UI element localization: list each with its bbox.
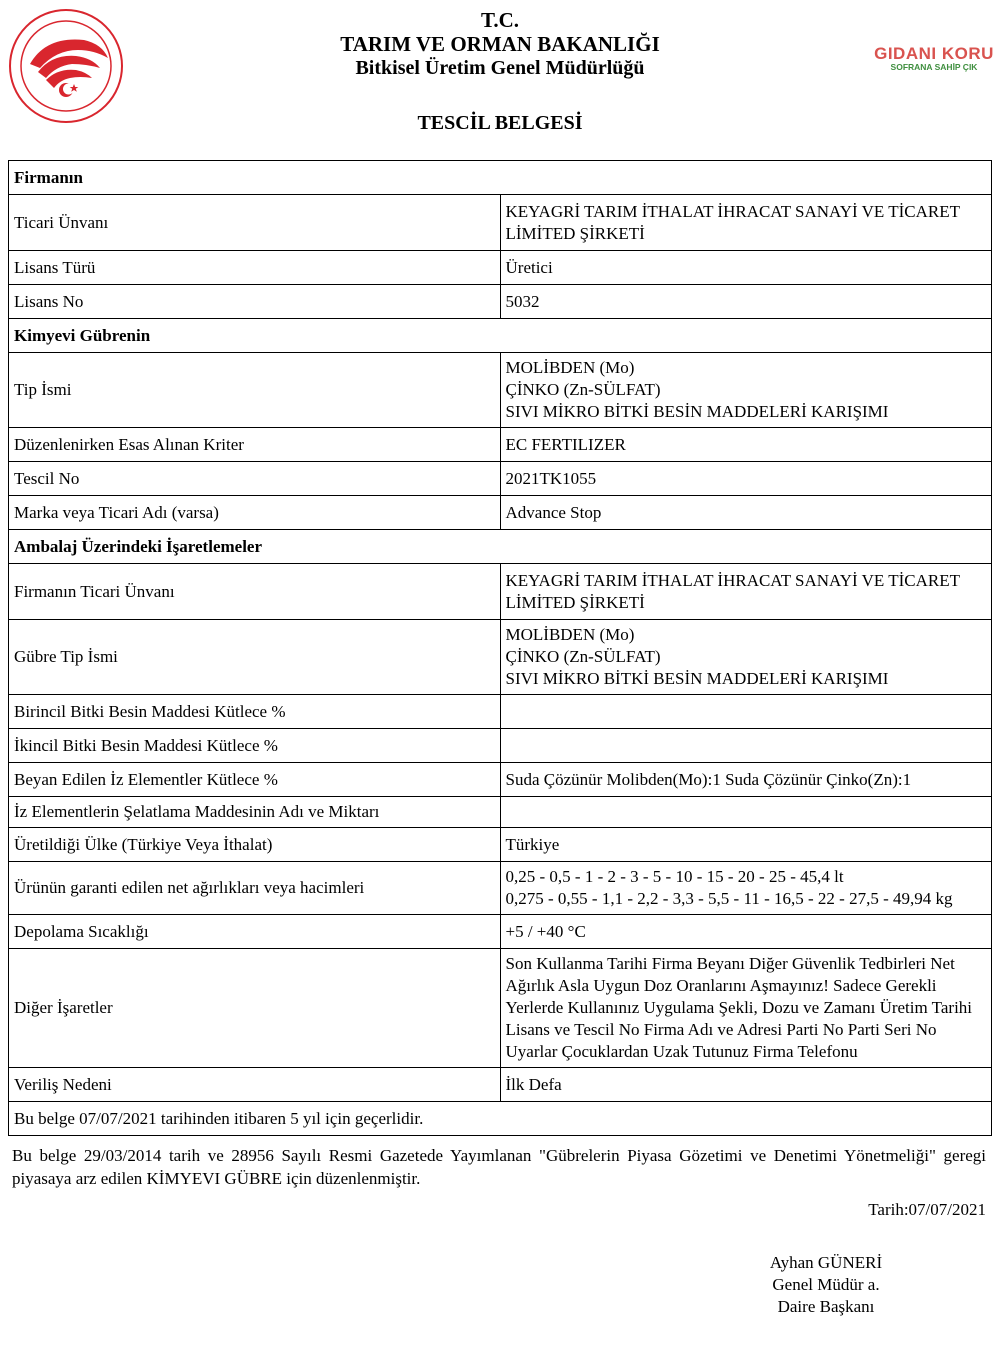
signatory-name: Ayhan GÜNERİ bbox=[769, 1253, 883, 1272]
table-row bbox=[9, 353, 992, 428]
table-row bbox=[9, 1068, 992, 1102]
table-row bbox=[9, 915, 992, 949]
document-title: TESCİL BELGESİ bbox=[417, 112, 583, 134]
row-label: Ticari Ünvanı bbox=[9, 195, 501, 251]
table-row bbox=[9, 251, 992, 285]
table-row bbox=[9, 828, 992, 862]
row-label: Lisans No bbox=[9, 285, 501, 319]
row-value: 2021TK1055 bbox=[500, 462, 992, 496]
row-value: Son Kullanma Tarihi Firma Beyanı Diğer Güvenlik Tedbirleri Net Ağırlık Asla Uygun Doz Oranlarını Aşmayınız! Sadece Gerekli Yerlerde Kullanınız Uygulama Şekli, Dozu ve Zamanı Üretim Tarihi Lisans ve Tescil No Firma Adı ve Adresi Parti No Parti Seri No Uyarlar Çocuklardan Uzak Tutunuz Firma Telefonu bbox=[500, 949, 992, 1068]
table-row bbox=[9, 195, 992, 251]
row-label: Diğer İşaretler bbox=[9, 949, 501, 1068]
row-label: Tip İsmi bbox=[9, 353, 501, 428]
row-label: Birincil Bitki Besin Maddesi Kütlece % bbox=[9, 695, 501, 729]
row-value: EC FERTILIZER bbox=[500, 428, 992, 462]
row-label: Marka veya Ticari Adı (varsa) bbox=[9, 496, 501, 530]
table-row bbox=[9, 729, 992, 763]
table-row bbox=[9, 428, 992, 462]
row-value: KEYAGRİ TARIM İTHALAT İHRACAT SANAYİ VE TİCARET LİMİTED ŞİRKETİ bbox=[500, 564, 992, 620]
row-value bbox=[500, 797, 992, 828]
table-row bbox=[9, 763, 992, 797]
row-label: Lisans Türü bbox=[9, 251, 501, 285]
section-fertilizer: Kimyevi Gübrenin bbox=[9, 319, 992, 353]
table-row bbox=[9, 285, 992, 319]
row-value: İlk Defa bbox=[500, 1068, 992, 1102]
issue-date: Tarih:07/07/2021 bbox=[868, 1200, 986, 1219]
table-row bbox=[9, 797, 992, 828]
row-label: İkincil Bitki Besin Maddesi Kütlece % bbox=[9, 729, 501, 763]
row-value: MOLİBDEN (Mo) ÇİNKO (Zn-SÜLFAT) SIVI MİKRO BİTKİ BESİN MADDELERİ KARIŞIMI bbox=[500, 620, 992, 695]
brand-tagline: SOFRANA SAHİP ÇIK bbox=[890, 62, 978, 72]
row-value: +5 / +40 °C bbox=[500, 915, 992, 949]
row-value: KEYAGRİ TARIM İTHALAT İHRACAT SANAYİ VE TİCARET LİMİTED ŞİRKETİ bbox=[500, 195, 992, 251]
row-value: Suda Çözünür Molibden(Mo):1 Suda Çözünür Çinko(Zn):1 bbox=[500, 763, 992, 797]
ministry-name: TARIM VE ORMAN BAKANLIĞI bbox=[340, 32, 660, 56]
table-row bbox=[9, 862, 992, 915]
section-packaging: Ambalaj Üzerindeki İşaretlemeler bbox=[9, 530, 992, 564]
row-value bbox=[500, 729, 992, 763]
row-label: Tescil No bbox=[9, 462, 501, 496]
validity-text: Bu belge 07/07/2021 tarihinden itibaren 5 yıl için geçerlidir. bbox=[9, 1102, 992, 1136]
signatory-title-2: Daire Başkanı bbox=[777, 1297, 875, 1316]
section-row bbox=[9, 161, 992, 195]
table-row bbox=[9, 949, 992, 1068]
row-label: Düzenlenirken Esas Alınan Kriter bbox=[9, 428, 501, 462]
row-label: Firmanın Ticari Ünvanı bbox=[9, 564, 501, 620]
section-row bbox=[9, 530, 992, 564]
row-label: Veriliş Nedeni bbox=[9, 1068, 501, 1102]
signatory-title-1: Genel Müdür a. bbox=[772, 1275, 880, 1294]
table-row bbox=[9, 620, 992, 695]
row-value: 5032 bbox=[500, 285, 992, 319]
row-label: Beyan Edilen İz Elementler Kütlece % bbox=[9, 763, 501, 797]
table-row bbox=[9, 695, 992, 729]
section-firm: Firmanın bbox=[9, 161, 992, 195]
row-value: Üretici bbox=[500, 251, 992, 285]
row-label: Depolama Sıcaklığı bbox=[9, 915, 501, 949]
table-row bbox=[9, 564, 992, 620]
row-value bbox=[500, 695, 992, 729]
regulation-note: Bu belge 29/03/2014 tarih ve 28956 Sayılı Resmi Gazetede Yayımlanan "Gübrelerin Piyasa Gözetimi ve Denetimi Yönetmeliği" geregi piyasaya arz edilen KİMYEVI GÜBRE için düzenlenmiştir. bbox=[12, 1146, 986, 1188]
registration-table bbox=[8, 160, 992, 1136]
section-row bbox=[9, 319, 992, 353]
brand-name: GIDANI KORU bbox=[874, 44, 994, 63]
table-row bbox=[9, 462, 992, 496]
row-value: MOLİBDEN (Mo) ÇİNKO (Zn-SÜLFAT) SIVI MİKRO BİTKİ BESİN MADDELERİ KARIŞIMI bbox=[500, 353, 992, 428]
header-line-1: T.C. bbox=[480, 8, 520, 32]
row-label: Gübre Tip İsmi bbox=[9, 620, 501, 695]
row-value: Advance Stop bbox=[500, 496, 992, 530]
row-value: Türkiye bbox=[500, 828, 992, 862]
row-value: 0,25 - 0,5 - 1 - 2 - 3 - 5 - 10 - 15 - 20 - 25 - 45,4 lt 0,275 - 0,55 - 1,1 - 2,2 - 3,3 - 5,5 - 11 - 16,5 - 22 - 27,5 - 49,94 kg bbox=[500, 862, 992, 915]
directorate-name: Bitkisel Üretim Genel Müdürlüğü bbox=[355, 57, 645, 79]
document-header bbox=[0, 8, 1000, 80]
table-row bbox=[9, 496, 992, 530]
row-label: Ürünün garanti edilen net ağırlıkları veya hacimleri bbox=[9, 862, 501, 915]
signature-block bbox=[726, 1252, 926, 1318]
validity-row bbox=[9, 1102, 992, 1136]
row-label: Üretildiği Ülke (Türkiye Veya İthalat) bbox=[9, 828, 501, 862]
row-label: İz Elementlerin Şelatlama Maddesinin Adı ve Miktarı bbox=[9, 797, 501, 828]
